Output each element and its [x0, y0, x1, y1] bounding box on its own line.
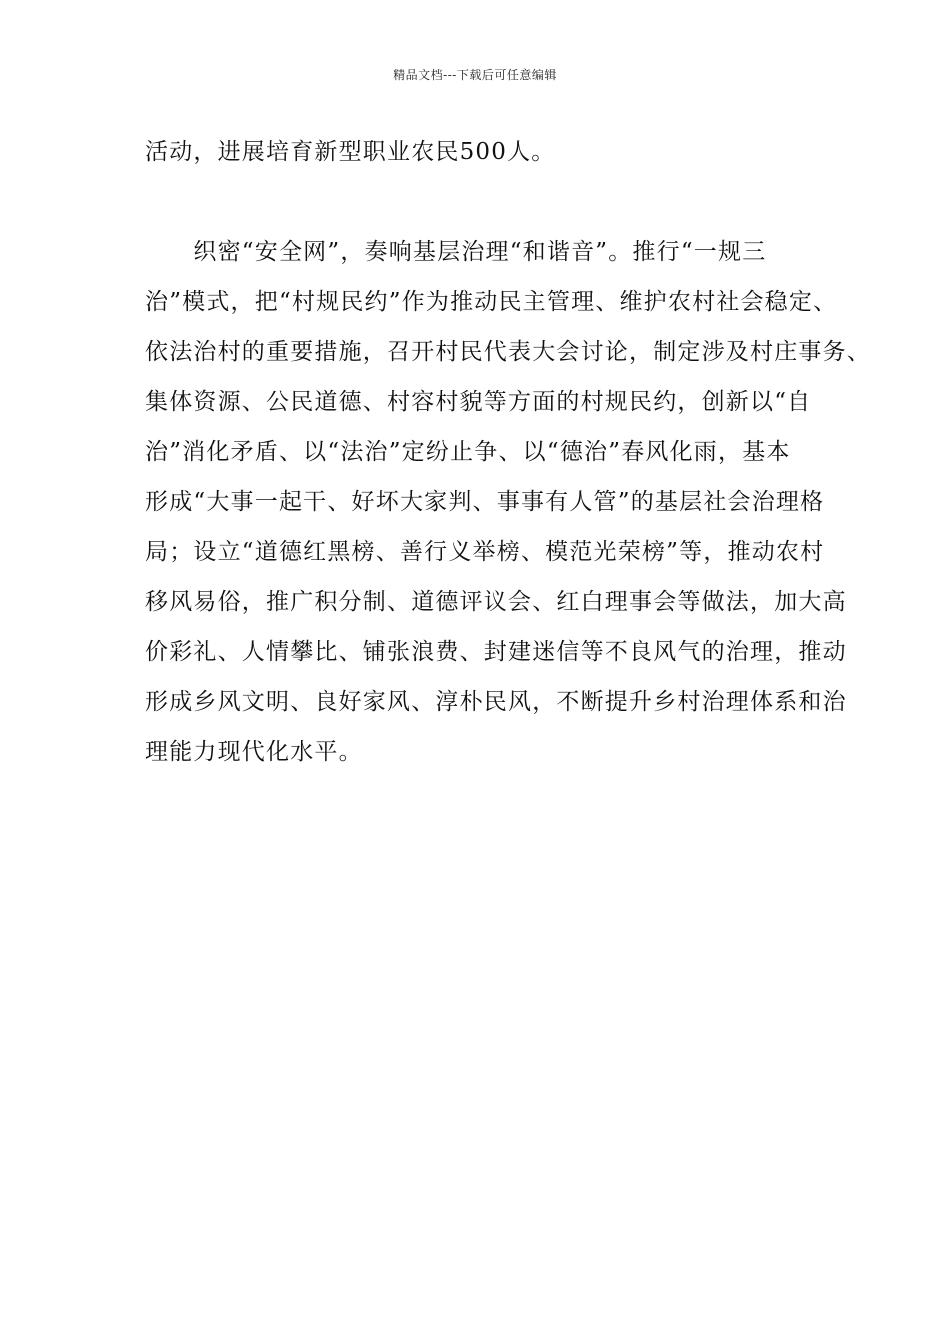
paragraph-line: 局；设立“道德红黑榜、善行义举榜、模范光荣榜”等，推动农村 [145, 539, 825, 565]
paragraph-line: 织密“安全网”，奏响基层治理“和谐音”。推行“一规三 [145, 239, 767, 265]
page-header: 精品文档---下载后可任意编辑 [393, 68, 557, 82]
paragraph-line: 价彩礼、人情攀比、铺张浪费、封建迷信等不良风气的治理，推动 [145, 639, 847, 665]
paragraph-line: 移风易俗，推广积分制、道德评议会、红白理事会等做法，加大高 [145, 589, 847, 615]
paragraph-line: 集体资源、公民道德、村容村貌等方面的村规民约，创新以“自 [145, 389, 812, 415]
paragraph-line: 理能力现代化水平。 [145, 739, 363, 765]
paragraph-line: 治”模式，把“村规民约”作为推动民主管理、维护农村社会稳定、 [145, 289, 838, 315]
paragraph-line: 依法治村的重要措施，召开村民代表大会讨论，制定涉及村庄事务、 [145, 339, 871, 365]
paragraph-line: 活动，进展培育新型职业农民500人。 [145, 139, 556, 165]
paragraph-line: 形成乡风文明、良好家风、淳朴民风，不断提升乡村治理体系和治 [145, 689, 847, 715]
paragraph-line: 治”消化矛盾、以“法治”定纷止争、以“德治”春风化雨，基本 [145, 439, 791, 465]
paragraph-line: 形成“大事一起干、好坏大家判、事事有人管”的基层社会治理格 [145, 489, 825, 515]
